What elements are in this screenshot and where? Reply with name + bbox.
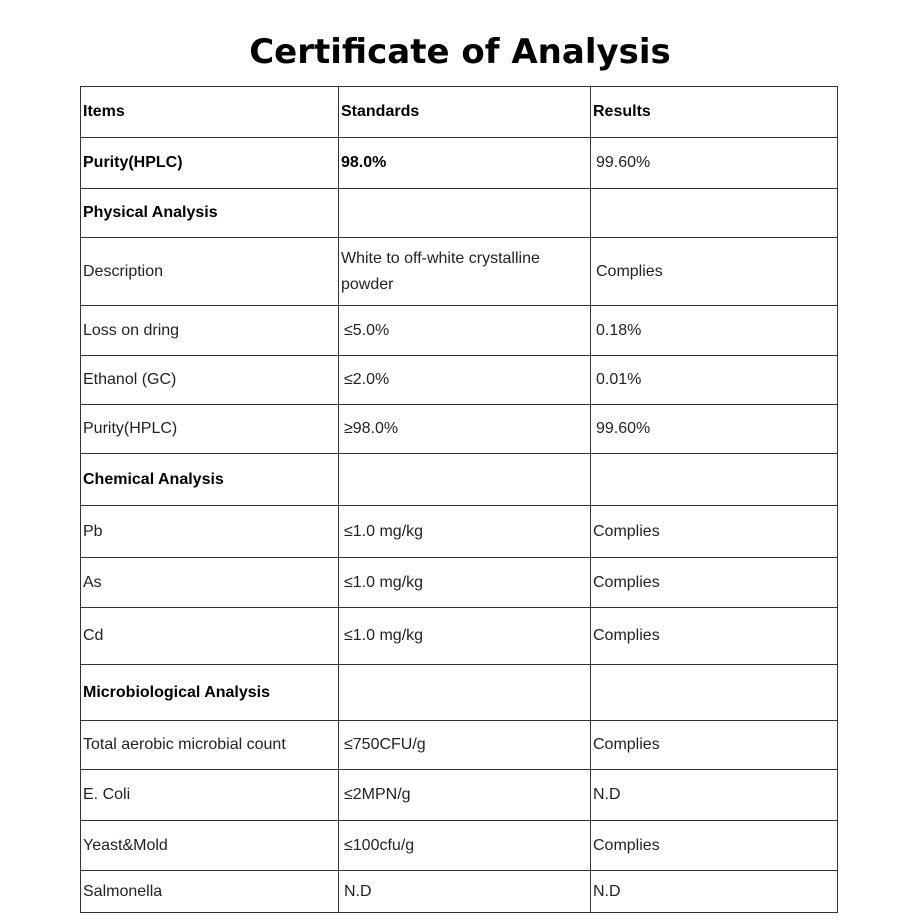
- table-row: [81, 558, 838, 608]
- standard-cell: N.D: [339, 871, 591, 913]
- item-cell: E. Coli: [81, 770, 339, 821]
- standard-cell: ≤1.0 mg/kg: [339, 608, 591, 665]
- section-title: Physical Analysis: [81, 189, 339, 238]
- standard-cell: ≤2.0%: [339, 356, 591, 405]
- result-cell: Complies: [591, 721, 838, 770]
- header-results: Results: [591, 87, 838, 138]
- standard-cell: ≤1.0 mg/kg: [339, 506, 591, 558]
- item-cell: Description: [81, 238, 339, 306]
- analysis-table: [80, 86, 838, 913]
- result-cell: Complies: [591, 608, 838, 665]
- item-cell: Yeast&Mold: [81, 821, 339, 871]
- item-cell: Purity(HPLC): [81, 405, 339, 454]
- standard-cell: ≤100cfu/g: [339, 821, 591, 871]
- table-row: [81, 306, 838, 356]
- item-cell: Ethanol (GC): [81, 356, 339, 405]
- standard-cell: ≤5.0%: [339, 306, 591, 356]
- item-cell: Loss on dring: [81, 306, 339, 356]
- header-items: Items: [81, 87, 339, 138]
- table-row: [81, 770, 838, 821]
- standard-cell: [339, 189, 591, 238]
- item-cell: Purity(HPLC): [81, 138, 339, 189]
- section-title: Microbiological Analysis: [81, 665, 339, 721]
- table-row: [81, 138, 838, 189]
- section-row: [81, 665, 838, 721]
- table-row: [81, 238, 838, 306]
- table-row: [81, 356, 838, 405]
- standard-cell: [339, 665, 591, 721]
- table-row: [81, 871, 838, 913]
- item-cell: Salmonella: [81, 871, 339, 913]
- item-cell: Cd: [81, 608, 339, 665]
- item-cell: Pb: [81, 506, 339, 558]
- result-cell: N.D: [591, 871, 838, 913]
- standard-cell: [339, 454, 591, 506]
- result-cell: 99.60%: [591, 405, 838, 454]
- section-title: Chemical Analysis: [81, 454, 339, 506]
- standard-cell: ≤750CFU/g: [339, 721, 591, 770]
- result-cell: 0.01%: [591, 356, 838, 405]
- item-cell: Total aerobic microbial count: [81, 721, 339, 770]
- standard-cell: ≤2MPN/g: [339, 770, 591, 821]
- header-standards: Standards: [339, 87, 591, 138]
- result-cell: Complies: [591, 821, 838, 871]
- standard-cell: White to off-white crystalline powder: [339, 238, 591, 306]
- result-cell: [591, 189, 838, 238]
- table-row: [81, 721, 838, 770]
- table-row: [81, 405, 838, 454]
- result-cell: 99.60%: [591, 138, 838, 189]
- result-cell: [591, 665, 838, 721]
- standard-cell: ≥98.0%: [339, 405, 591, 454]
- result-cell: [591, 454, 838, 506]
- table-row: [81, 608, 838, 665]
- table-row: [81, 506, 838, 558]
- standard-cell: ≤1.0 mg/kg: [339, 558, 591, 608]
- result-cell: N.D: [591, 770, 838, 821]
- document-title: Certificate of Analysis: [249, 32, 671, 72]
- item-cell: As: [81, 558, 339, 608]
- table-row: [81, 821, 838, 871]
- section-row: [81, 454, 838, 506]
- result-cell: Complies: [591, 238, 838, 306]
- section-row: [81, 189, 838, 238]
- table-header-row: [81, 87, 838, 138]
- standard-cell: 98.0%: [339, 138, 591, 189]
- result-cell: Complies: [591, 558, 838, 608]
- result-cell: 0.18%: [591, 306, 838, 356]
- result-cell: Complies: [591, 506, 838, 558]
